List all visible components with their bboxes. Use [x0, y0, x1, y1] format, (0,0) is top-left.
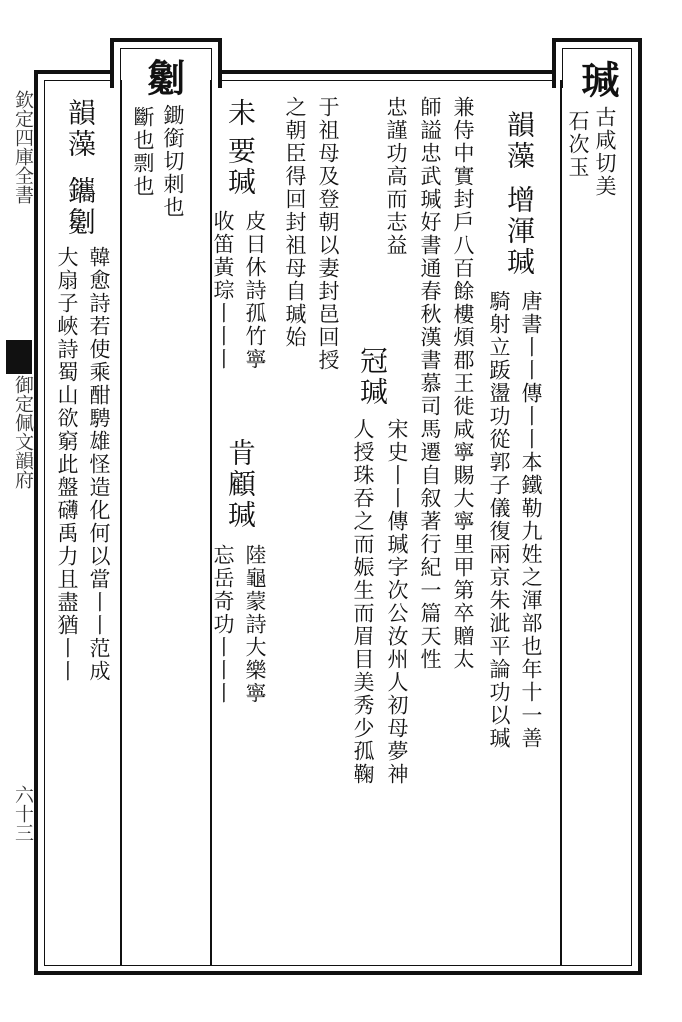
text-line: 宋史丨丨傳瑊字次公汝州人初母夢神 — [385, 418, 409, 786]
text-line: 韓愈詩若使乘酣騁雄怪造化何以當丨丨范成 — [87, 246, 111, 683]
text-line: 之朝臣得回封祖母自瑊始 — [283, 96, 307, 349]
text-line: 師謚忠武瑊好書通春秋漢書慕司馬遷自叙著行紀一篇天性 — [418, 96, 442, 671]
term: 增渾瑊 — [503, 185, 536, 278]
gloss-line: 斷也剽也 — [131, 106, 155, 198]
text-line: 陸龜蒙詩大樂寧 — [243, 544, 267, 705]
head-character: 劖 — [141, 58, 186, 97]
gloss-line: 石次玉 — [566, 110, 590, 179]
text-line: 人授珠吞之而娠生而眉目美秀少孤鞠 — [351, 418, 375, 786]
text-line: 收笛黃琮丨丨丨 — [211, 210, 235, 371]
text-line: 皮日休詩孤竹寧 — [243, 210, 267, 371]
edge-book-label: 御定佩文韻府 — [12, 375, 34, 489]
text-line: 兼侍中實封戶八百餘樓煩郡王徙咸寧賜大寧里甲第卒贈太 — [451, 96, 475, 671]
section-title: 未 — [224, 98, 257, 129]
edge-top-label: 欽定四庫全書 — [12, 90, 34, 204]
fish-tail-mark — [6, 340, 32, 374]
term: 肯顧瑊 — [224, 438, 257, 531]
text-line: 于祖母及登朝以妻封邑回授 — [316, 96, 340, 372]
edge-page-number: 六十三 — [12, 785, 34, 842]
head-character: 瑊 — [575, 60, 620, 99]
column-rule — [560, 80, 562, 966]
text-line: 忘岳奇功丨丨丨 — [211, 544, 235, 705]
term: 要瑊 — [224, 136, 257, 198]
text-line: 忠謹功高而志益 — [384, 96, 408, 257]
section-title: 韻藻 — [64, 98, 97, 160]
section-title: 韻藻 — [503, 110, 536, 172]
gloss-line: 古咸切美 — [593, 106, 617, 198]
page-edge — [0, 70, 36, 975]
text-line: 唐書丨丨傳丨丨本鐵勒九姓之渾部也年十一善 — [519, 290, 543, 750]
term: 冠瑊 — [356, 346, 389, 408]
text-line: 騎射立䟦盪功從郭子儀復兩京朱泚平論功以瑊 — [487, 290, 511, 750]
text-line: 大扇子峽詩蜀山欲窮此盤礴禹力且盡猶丨丨 — [55, 246, 79, 683]
column-rule — [120, 80, 122, 966]
term: 鑴劖 — [64, 176, 97, 238]
gloss-line: 鋤銜切刺也 — [161, 104, 185, 219]
